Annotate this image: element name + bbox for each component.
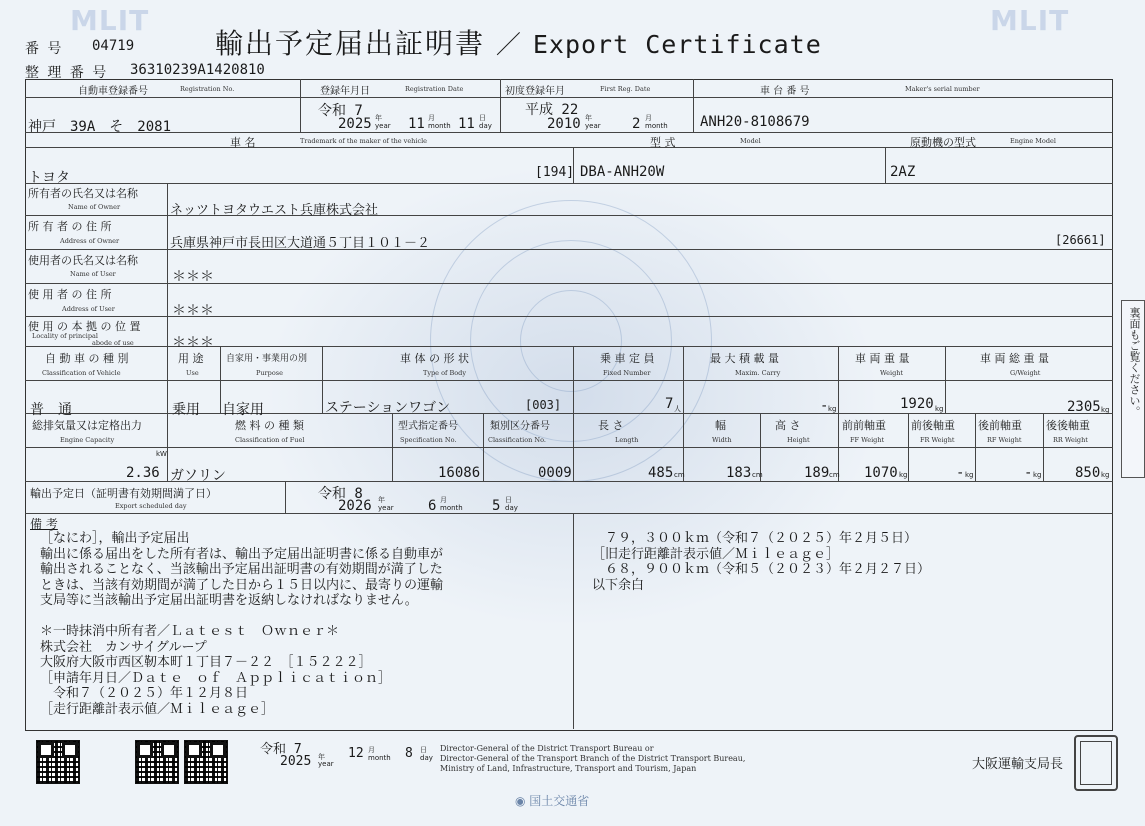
height-value: 189 — [804, 465, 830, 481]
certificate-number: 04719 — [92, 38, 135, 54]
ff-label: 前前軸重 — [842, 419, 886, 432]
vehicle-purpose: 自家用 — [222, 402, 264, 418]
remarks-right: ７９，３００ｋｍ（令和７（２０２５）年２月５日） ［旧走行距離計表示値／Ｍｉｌｅａｇｅ］ ６８，９００ｋｍ（令和５（２０２３）年２月２７日） 以下余白 — [592, 531, 931, 593]
purpose-label: 自家用・事業用の別 — [226, 354, 308, 364]
body-label: 車 体 の 形 状 — [400, 352, 469, 365]
owner-name-label: 所有者の氏名又は名称 — [28, 187, 138, 200]
vehicle-class: 普 通 — [30, 402, 72, 418]
day-unit-jp: 日 — [505, 496, 512, 504]
purpose-en: Purpose — [256, 369, 283, 377]
serial-en: Maker's serial number — [905, 85, 980, 93]
owner-addr-code: [26661] — [1055, 233, 1106, 247]
class-number: 0009 — [538, 465, 572, 481]
rr-weight: 850 — [1075, 465, 1101, 481]
title-sep: ／ — [495, 30, 522, 59]
owner-address: 兵庫県神戸市長田区大道通５丁目１０１－２ — [170, 236, 431, 251]
maker-en: Trademark of the maker of the vehicle — [300, 137, 428, 145]
rr-label: 後後軸重 — [1046, 419, 1090, 432]
use-location-en2: abode of use — [92, 339, 134, 347]
engine-model: 2AZ — [890, 164, 916, 180]
spec-en: Specification No. — [400, 436, 457, 444]
maker-name: トヨタ — [28, 170, 70, 186]
height-label: 高 さ — [775, 419, 801, 432]
ref-label: 整 理 番 号 — [25, 65, 107, 81]
qr-code — [184, 740, 228, 784]
official-seal — [1074, 735, 1118, 791]
reg-date-en: Registration Date — [405, 85, 464, 93]
director-line-2: Director-General of the Transport Branch of the District Transport Bureau, — [440, 754, 746, 763]
max-carry: - — [820, 398, 829, 414]
engine-en: Engine Model — [1010, 137, 1056, 145]
first-reg-month: 2 — [632, 116, 641, 132]
fr-weight: - — [956, 465, 965, 481]
fuel-en: Classification of Fuel — [235, 436, 305, 444]
fr-en: FR Weight — [920, 436, 955, 444]
remarks-label: 備 考 — [30, 517, 58, 531]
gweight-unit: kg — [1101, 406, 1110, 414]
owner-name-en: Name of Owner — [68, 203, 121, 211]
year-unit-jp: 年 — [585, 114, 592, 122]
mlit-footer-logo: ◉ 国土交通省 — [515, 794, 590, 808]
engine-label: 原動機の型式 — [910, 136, 976, 149]
spec-number: 16086 — [438, 465, 481, 481]
fixed-en: Fixed Number — [603, 369, 651, 377]
reg-date-label: 登録年月日 — [320, 86, 370, 97]
remarks-left: ［なにわ］，輸出予定届出 輸出に係る届出をした所有者は、輸出予定届出証明書に係る自動車が 輸出されることなく、当該輸出予定届出証明書の有効期間が満了した ときは、当該有効期間が満了した日から１５日以内に、最寄りの運輸 支局等に当該輸出予定届出証明書を返納しなければなりません。 ＊一時抹消中所有者／Ｌａｔｅｓｔ Ｏｗｎｅｒ＊ 株式会社 カンサイグループ 大阪府大阪市西区靭本町１丁目７－２２ ［１５２２２］ ［申請年月日／Ｄａｔｅ ｏｆ Ａｐｐｌｉｃａｔｉｏｎ］ 令和７（２０２５）年１２月８日 ［走行距離計表示値／Ｍｉｌｅａｇｅ］ — [40, 531, 444, 717]
body-type: ステーションワゴン — [325, 400, 451, 416]
vehicle-use: 乗用 — [172, 402, 200, 418]
director-line-3: Ministry of Land, Infrastructure, Transport and Tourism, Japan — [440, 764, 697, 773]
user-name: ＊＊＊ — [172, 269, 214, 285]
width-label: 幅 — [715, 419, 726, 432]
width-value: 183 — [726, 465, 752, 481]
fr-label: 前後軸重 — [911, 419, 955, 432]
maker-label: 車 名 — [230, 136, 256, 149]
month-unit-jp: 月 — [368, 746, 375, 754]
export-month: 6 — [428, 498, 437, 514]
length-value: 485 — [648, 465, 674, 481]
director-line-1: Director-General of the District Transport Bureau or — [440, 744, 654, 753]
issue-year: 2025 — [280, 754, 312, 769]
issue-era: 令和 7 — [260, 742, 302, 757]
fuel-type: ガソリン — [170, 468, 226, 484]
first-reg-era: 平成 22 — [525, 102, 579, 118]
model-en: Model — [740, 137, 761, 145]
title-en: Export Certificate — [532, 30, 822, 59]
reg-year: 2025 — [338, 116, 372, 132]
month-unit: month — [428, 122, 451, 130]
fixed-unit: 人 — [674, 405, 681, 413]
export-date-en: Export scheduled day — [115, 502, 187, 510]
month-unit: month — [645, 122, 668, 130]
user-name-label: 使用者の氏名又は名称 — [28, 254, 138, 267]
year-unit-jp: 年 — [318, 753, 325, 761]
user-addr-label: 使 用 者 の 住 所 — [28, 288, 112, 301]
fixed-label: 乗 車 定 員 — [600, 352, 655, 365]
ff-unit: kg — [899, 471, 908, 479]
length-label: 長 さ — [598, 419, 624, 432]
issuing-office: 大阪運輸支局長 — [972, 757, 1064, 772]
model-code: [194] — [535, 165, 575, 180]
reg-era: 令和 7 — [318, 103, 363, 119]
ff-en: FF Weight — [850, 436, 885, 444]
month-unit-jp: 月 — [428, 114, 435, 122]
issue-month: 12 — [348, 746, 364, 761]
day-unit: day — [479, 122, 492, 130]
year-unit: year — [378, 504, 394, 512]
reg-no-label: 自動車登録番号 — [78, 86, 148, 97]
qr-code — [135, 740, 179, 784]
weight-en: Weight — [880, 369, 904, 377]
length-unit: cm — [674, 471, 685, 479]
serial-number: ANH20-8108679 — [700, 114, 810, 130]
height-en: Height — [787, 436, 810, 444]
vehicle-weight: 1920 — [900, 396, 934, 412]
fr-unit: kg — [965, 471, 974, 479]
rr-unit: kg — [1101, 471, 1110, 479]
width-en: Width — [712, 436, 732, 444]
year-unit: year — [318, 760, 334, 768]
clsno-label: 類別区分番号 — [490, 421, 550, 432]
side-note: 裏面もご覧ください。 — [1121, 300, 1145, 478]
month-unit: month — [368, 754, 391, 762]
ff-weight: 1070 — [864, 465, 898, 481]
class-en: Classification of Vehicle — [42, 369, 121, 377]
qr-code — [36, 740, 80, 784]
weight-label: 車 両 重 量 — [855, 352, 910, 365]
mlit-footer-text: 国土交通省 — [529, 794, 590, 808]
owner-addr-label: 所 有 者 の 住 所 — [28, 220, 112, 233]
clsno-en: Classification No. — [488, 436, 546, 444]
fuel-label: 燃 料 の 種 類 — [235, 419, 304, 432]
rr-en: RR Weight — [1053, 436, 1088, 444]
engine-capacity: 2.36 — [126, 465, 160, 481]
gross-weight: 2305 — [1067, 399, 1101, 415]
capacity-en: Engine Capacity — [60, 436, 115, 444]
user-addr-en: Address of User — [62, 305, 115, 313]
reg-day: 11 — [458, 116, 475, 132]
document-title — [215, 22, 822, 62]
use-en: Use — [186, 369, 199, 377]
mlit-logo-left: MLIT — [70, 4, 150, 37]
day-unit: day — [420, 754, 433, 762]
rf-en: RF Weight — [987, 436, 1022, 444]
rf-label: 後前軸重 — [978, 419, 1022, 432]
year-unit-jp: 年 — [375, 114, 382, 122]
use-location-en1: Locality of principal — [32, 332, 99, 340]
class-label: 自 動 車 の 種 別 — [45, 352, 129, 365]
number-label: 番 号 — [25, 41, 62, 57]
use-location: ＊＊＊ — [172, 335, 214, 351]
export-date-label: 輸出予定日（証明書有効期間満了日） — [30, 487, 217, 500]
owner-name: ネッツトヨタウエスト兵庫株式会社 — [170, 203, 379, 218]
year-unit: year — [585, 122, 601, 130]
first-reg-year: 2010 — [547, 116, 581, 132]
first-reg-en: First Reg. Date — [600, 85, 651, 93]
gweight-en: G/Weight — [1010, 369, 1041, 377]
model-label: 型 式 — [650, 136, 676, 149]
month-unit-jp: 月 — [645, 114, 652, 122]
use-label: 用 途 — [178, 352, 204, 365]
month-unit-jp: 月 — [440, 496, 447, 504]
export-era: 令和 8 — [318, 486, 363, 502]
body-en: Type of Body — [423, 369, 466, 377]
reg-month: 11 — [408, 116, 425, 132]
weight-unit: kg — [935, 405, 944, 413]
day-unit: day — [505, 504, 518, 512]
export-day: 5 — [492, 498, 501, 514]
reg-no-en: Registration No. — [180, 85, 235, 93]
export-year: 2026 — [338, 498, 372, 514]
user-address: ＊＊＊ — [172, 303, 214, 319]
length-en: Length — [615, 436, 639, 444]
first-reg-label: 初度登録年月 — [505, 86, 565, 97]
ref-number: 36310239A1420810 — [130, 62, 265, 78]
rf-unit: kg — [1033, 471, 1042, 479]
user-name-en: Name of User — [70, 270, 116, 278]
cap-unit: kW — [156, 450, 167, 458]
use-location-label: 使 用 の 本 拠 の 位 置 — [28, 320, 141, 333]
carry-en: Maxim. Carry — [735, 369, 781, 377]
model-name: DBA-ANH20W — [580, 164, 665, 180]
carry-unit: kg — [828, 405, 837, 413]
height-unit: cm — [829, 471, 840, 479]
month-unit: month — [440, 504, 463, 512]
registration-number: 神戸 39A そ 2081 — [28, 119, 172, 135]
serial-label: 車 台 番 号 — [760, 86, 810, 97]
title-jp: 輸出予定届出証明書 — [215, 27, 486, 60]
width-unit: cm — [752, 471, 763, 479]
spec-label: 型式指定番号 — [398, 421, 458, 432]
mlit-logo-right: MLIT — [990, 4, 1070, 37]
day-unit-jp: 日 — [420, 746, 427, 754]
carry-label: 最 大 積 載 量 — [710, 352, 779, 365]
capacity-label: 総排気量又は定格出力 — [32, 419, 142, 432]
owner-addr-en: Address of Owner — [60, 237, 120, 245]
year-unit: year — [375, 122, 391, 130]
fixed-number: 7 — [665, 396, 674, 412]
gweight-label: 車 両 総 重 量 — [980, 352, 1049, 365]
year-unit-jp: 年 — [378, 496, 385, 504]
day-unit-jp: 日 — [479, 114, 486, 122]
rf-weight: - — [1024, 465, 1033, 481]
issue-day: 8 — [405, 746, 413, 761]
body-code: [003] — [525, 398, 562, 412]
